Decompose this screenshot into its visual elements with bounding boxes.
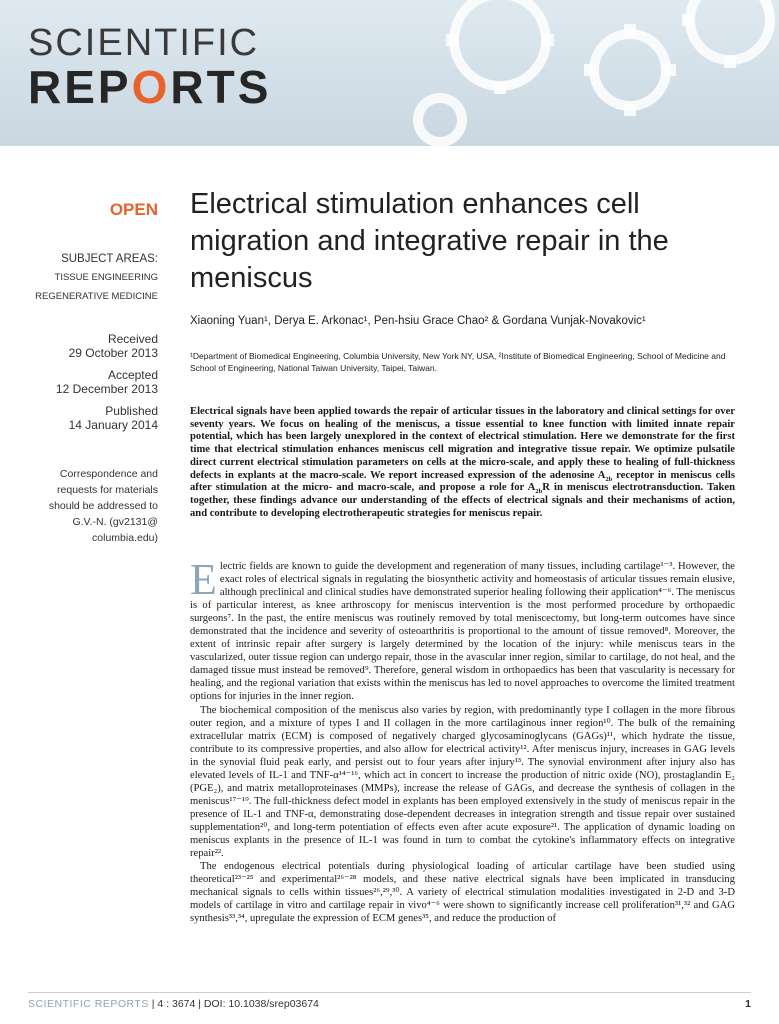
accepted-label: Accepted (107, 368, 158, 382)
received-label: Received (107, 332, 158, 346)
body-paragraph: The endogenous electrical potentials during physiological loading of articular cartilage have been studied using theoretical²³⁻²⁵ and experimental²⁶⁻²⁸ models, and these native electrical signals have been implicated in transducing mechanical signals to cells within tissues²⁶,²⁹,³⁰. A variety of electrical stimulation modalities investigated in 2-D and 3-D models of cartilage in vitro and cartilage repair in vivo⁴⁻⁶ were shown to significantly increase cell proliferation³¹,³² and GAG synthesis³³,³⁴, upregulate the expression of ECM genes³⁵, and reduce the production of (190, 861, 735, 925)
article-title: Electrical stimulation enhances cell migration and integrative repair in the meniscus (190, 188, 669, 294)
open-access-label: OPEN (109, 200, 158, 219)
page-number: 1 (745, 998, 751, 1010)
drop-cap: E (190, 555, 217, 604)
published-label: Published (105, 404, 158, 418)
author-list: Xiaoning Yuan¹, Derya E. Arkonac¹, Pen-hsiu Grace Chao² & Gordana Vunjak-Novakovic¹ (190, 315, 646, 327)
affiliations: ¹Department of Biomedical Engineering, Columbia University, New York NY, USA, ²Institute of Biomedical Engineering, School of Medicine and School of Engineering, National Taiwan University, Taipei, Taiwan. (190, 351, 726, 373)
published-date: 14 January 2014 (68, 418, 158, 432)
body-paragraph: The biochemical composition of the meniscus also varies by region, with predominantly type I collagen in the more fibrous outer region, and a mixture of types I and II collagen in the more cartilaginous inner region¹⁰. The bulk of the remaining extracellular matrix (ECM) is composed of negatively charged glycosaminoglycans (GAGs)¹¹, which hydrate the tissue, contribute to its compressive properties, and also allow for electrical activity¹². After meniscus injury, increases in GAG levels in the synovial fluid peak early, and persist out to four years after injury¹³. The synovial environment after injury also has elevated levels of IL-1 and TNF-α¹⁴⁻¹⁶, which act in concert to increase the production of nitric oxide (NO), prostaglandin E₂ (PGE₂), and matrix metalloproteinases (MMPs), increase the release of GAGs, and decrease the synthesis of collagen in the meniscus¹⁷⁻¹⁹. The full-thickness defect model in explants has been employed extensively in the study of meniscus repair in the presence of IL-1 and TNF-α, demonstrating dose-dependent decreases in integration strength and tissue repair over sustained supplementation²⁰, and long-term potentiation of effects even after acute exposure²¹. The application of dynamic loading on meniscus explants in the presence of IL-1 was found in turn to combat the cytokine's inflammatory effects on integrative repair²². (190, 704, 735, 860)
abstract: Electrical signals have been applied towards the repair of articular tissues in the laboratory and clinical settings for over seventy years. We focus on healing of the meniscus, a tissue essential to knee function with limited innate repair potential, which has been largely unexplored in the context of electrical stimulation. Here we demonstrate for the first time that electrical stimulation enhances meniscus cell migration and integrative tissue repair. We optimize pulsatile direct current electrical stimulation parameters on cells at the micro-scale, and apply these to healing of full-thickness defects in explants at the macro-scale. We report increased expression of the adenosine $A_{2b}$ receptor in meniscus cells after stimulation at the micro- and macro-scale, and propose a role for $A_{2b}R$ in meniscus electrotransduction. Taken together, these findings advance our understanding of the effects of electrical signals and their mechanisms of action, and contribute to developing electrotherapeutic strategies for meniscus repair. (190, 406, 736, 519)
accepted-date: 12 December 2013 (55, 382, 158, 396)
journal-logo-line2: REPORTS (28, 61, 272, 113)
journal-logo-line1: SCIENTIFIC (28, 22, 260, 64)
gears-decoration-icon (380, 0, 779, 146)
body-paragraph: Electric fields are known to guide the development and regeneration of many tissues, including cartilage¹⁻³. However, the exact roles of electrical signals in regulating the biosynthetic activity and homeostasis of articular tissues remain elusive, although preclinical and clinical studies have demonstrated superior healing following their application⁴⁻⁶. The meniscus is of particular interest, as knee arthroscopy for meniscus intervention is the most performed procedure by orthopaedic surgeons⁷. In the past, the entire meniscus was routinely removed by total meniscectomy, but long-term outcomes have since demonstrated that the incidence and severity of osteoarthritis is proportional to the amount of tissue removed⁸. Moreover, the extent of intrinsic repair after surgery is largely determined by the location of the injury: while meniscus tears in the vascularized, outer tissue region can undergo repair, those in the avascular inner region, similar to cartilage, do not heal, and the damaged tissue must instead be removed⁹. Therefore, general wisdom in orthopaedics has been that vascularity is necessary for healing, and the regional variation that exists within the meniscus has led to novel approaches to overcome the limited treatment options for injuries in the inner region. (190, 555, 735, 703)
footer-journal-name: SCIENTIFIC REPORTS (28, 998, 149, 1010)
page-footer (28, 992, 751, 1010)
journal-header (0, 0, 779, 146)
article-body (190, 555, 735, 925)
subject-areas-heading: SUBJECT AREAS: (61, 253, 158, 265)
subject-item[interactable]: TISSUE ENGINEERING (54, 272, 158, 283)
subject-item[interactable]: REGENERATIVE MEDICINE (35, 291, 158, 302)
received-date: 29 October 2013 (68, 346, 158, 360)
footer-citation[interactable]: | 4 : 3674 | DOI: 10.1038/srep03674 (148, 998, 319, 1010)
correspondence-note: Correspondence and requests for materials should be addressed to G.V.-N. (gv2131@ columbia.edu) (48, 468, 158, 544)
